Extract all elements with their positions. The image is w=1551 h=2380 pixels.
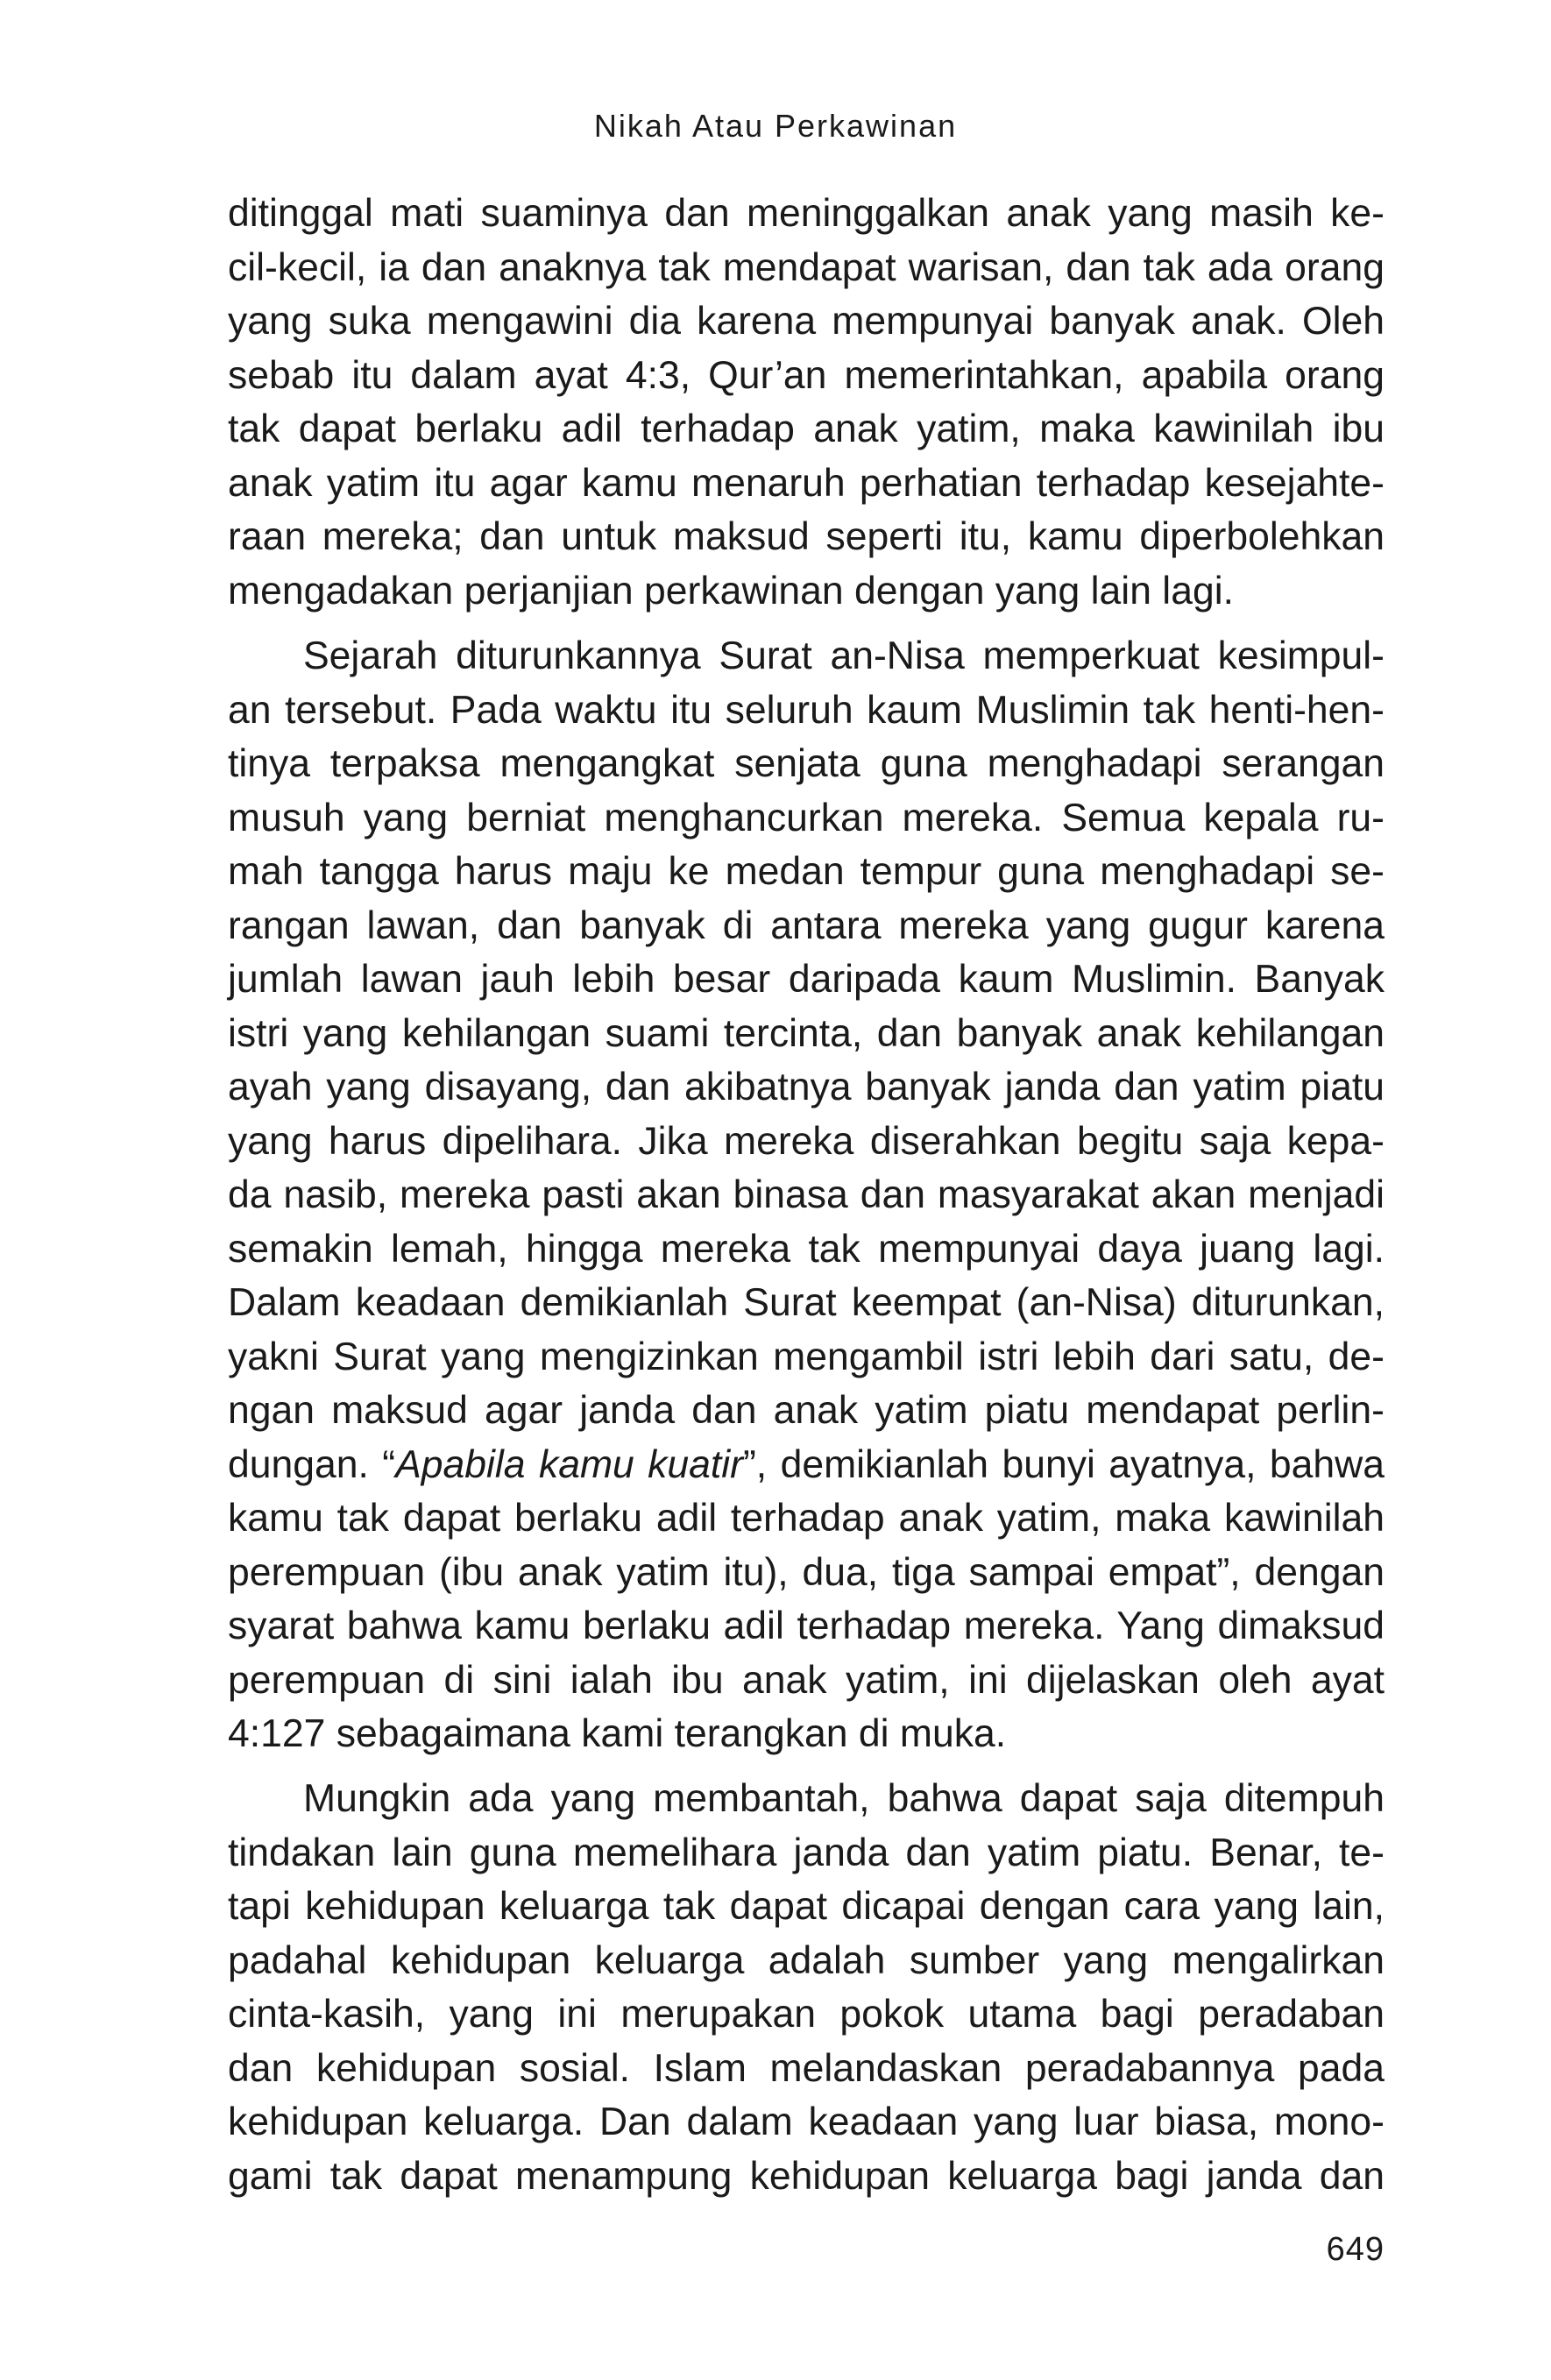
text-line: mah tangga harus maju ke medan tempur guna menghadapi se-: [228, 850, 1385, 893]
text-line: gami tak dapat menampung kehidupan keluarga bagi janda dan: [228, 2154, 1385, 2198]
text-line: tak dapat berlaku adil terhadap anak yatim, maka kawinilah ibu: [228, 407, 1385, 450]
quote-line-after: ”, demikianlah bunyi ayatnya, bahwa: [742, 1442, 1385, 1486]
paragraph-1: [228, 187, 1385, 618]
paragraph-2: [228, 629, 1385, 1761]
text-line: dan kehidupan sosial. Islam melandaskan peradabannya pada: [228, 2046, 1385, 2090]
text-line: ngan maksud agar janda dan anak yatim piatu mendapat perlin-: [228, 1389, 1385, 1432]
text-line: istri yang kehilangan suami tercinta, dan banyak anak kehilangan: [228, 1011, 1385, 1055]
text-line: Sejarah diturunkannya Surat an-Nisa memperkuat kesimpul-: [303, 634, 1385, 677]
text-line: padahal kehidupan keluarga adalah sumber yang mengalirkan: [228, 1938, 1385, 1982]
page-number: 649: [1326, 2231, 1385, 2268]
text-line: musuh yang berniat menghancurkan mereka. Semua kepala ru-: [228, 796, 1385, 839]
text-line: jumlah lawan jauh lebih besar daripada kaum Muslimin. Banyak: [228, 958, 1385, 1001]
text-line: ayah yang disayang, dan akibatnya banyak janda dan yatim piatu: [228, 1066, 1385, 1109]
quote-line: [228, 1438, 1385, 1492]
text-line: cil-kecil, ia dan anaknya tak mendapat warisan, dan tak ada orang: [228, 245, 1385, 289]
text-line: mengadakan perjanjian perkawinan dengan yang lain lagi.: [228, 569, 1234, 613]
text-line: semakin lemah, hingga mereka tak mempunyai daya juang lagi.: [228, 1227, 1385, 1271]
text-line: kamu tak dapat berlaku adil terhadap anak yatim, maka kawinilah: [228, 1497, 1385, 1540]
text-line: sebab itu dalam ayat 4:3, Qur’an memerintahkan, apabila orang: [228, 353, 1385, 397]
running-header: Nikah Atau Perkawinan: [593, 108, 958, 144]
text-line: tinya terpaksa mengangkat senjata guna menghadapi serangan: [228, 742, 1385, 785]
text-line: an tersebut. Pada waktu itu seluruh kaum Muslimin tak henti-hen-: [228, 688, 1385, 732]
text-line: tindakan lain guna memelihara janda dan yatim piatu. Benar, te-: [228, 1831, 1385, 1874]
text-line: anak yatim itu agar kamu menaruh perhatian terhadap kesejahte-: [228, 461, 1385, 505]
text-line: cinta-kasih, yang ini merupakan pokok utama bagi peradaban: [228, 1993, 1385, 2036]
text-line: yang harus dipelihara. Jika mereka diserahkan begitu saja kepa-: [228, 1119, 1385, 1163]
text-line: rangan lawan, dan banyak di antara mereka yang gugur karena: [228, 903, 1385, 947]
text-line: perempuan (ibu anak yatim itu), dua, tiga sampai empat”, dengan: [228, 1550, 1385, 1594]
text-line: kehidupan keluarga. Dan dalam keadaan yang luar biasa, mono-: [228, 2100, 1385, 2143]
text-line: syarat bahwa kamu berlaku adil terhadap mereka. Yang dimaksud: [228, 1604, 1385, 1647]
text-line: Dalam keadaan demikianlah Surat keempat (an-Nisa) diturunkan,: [228, 1281, 1385, 1324]
text-line: yang suka mengawini dia karena mempunyai banyak anak. Oleh: [228, 300, 1385, 343]
quote-line-before: dungan. “: [228, 1442, 396, 1486]
text-line: raan mereka; dan untuk maksud seperti itu, kamu diperbolehkan: [228, 515, 1385, 558]
paragraph-3: [228, 1772, 1385, 2203]
text-line: Mungkin ada yang membantah, bahwa dapat saja ditempuh: [303, 1777, 1385, 1820]
text-line: yakni Surat yang mengizinkan mengambil istri lebih dari satu, de-: [228, 1335, 1385, 1378]
text-line: tapi kehidupan keluarga tak dapat dicapai dengan cara yang lain,: [228, 1885, 1385, 1928]
quoted-verse-italic: Apabila kamu kuatir: [395, 1442, 743, 1486]
text-line: perempuan di sini ialah ibu anak yatim, ini dijelaskan oleh ayat: [228, 1658, 1385, 1702]
text-line: da nasib, mereka pasti akan binasa dan masyarakat akan menjadi: [228, 1173, 1385, 1216]
text-line: 4:127 sebagaimana kami terangkan di muka.: [228, 1712, 1007, 1755]
text-line: ditinggal mati suaminya dan meninggalkan anak yang masih ke-: [228, 192, 1385, 235]
